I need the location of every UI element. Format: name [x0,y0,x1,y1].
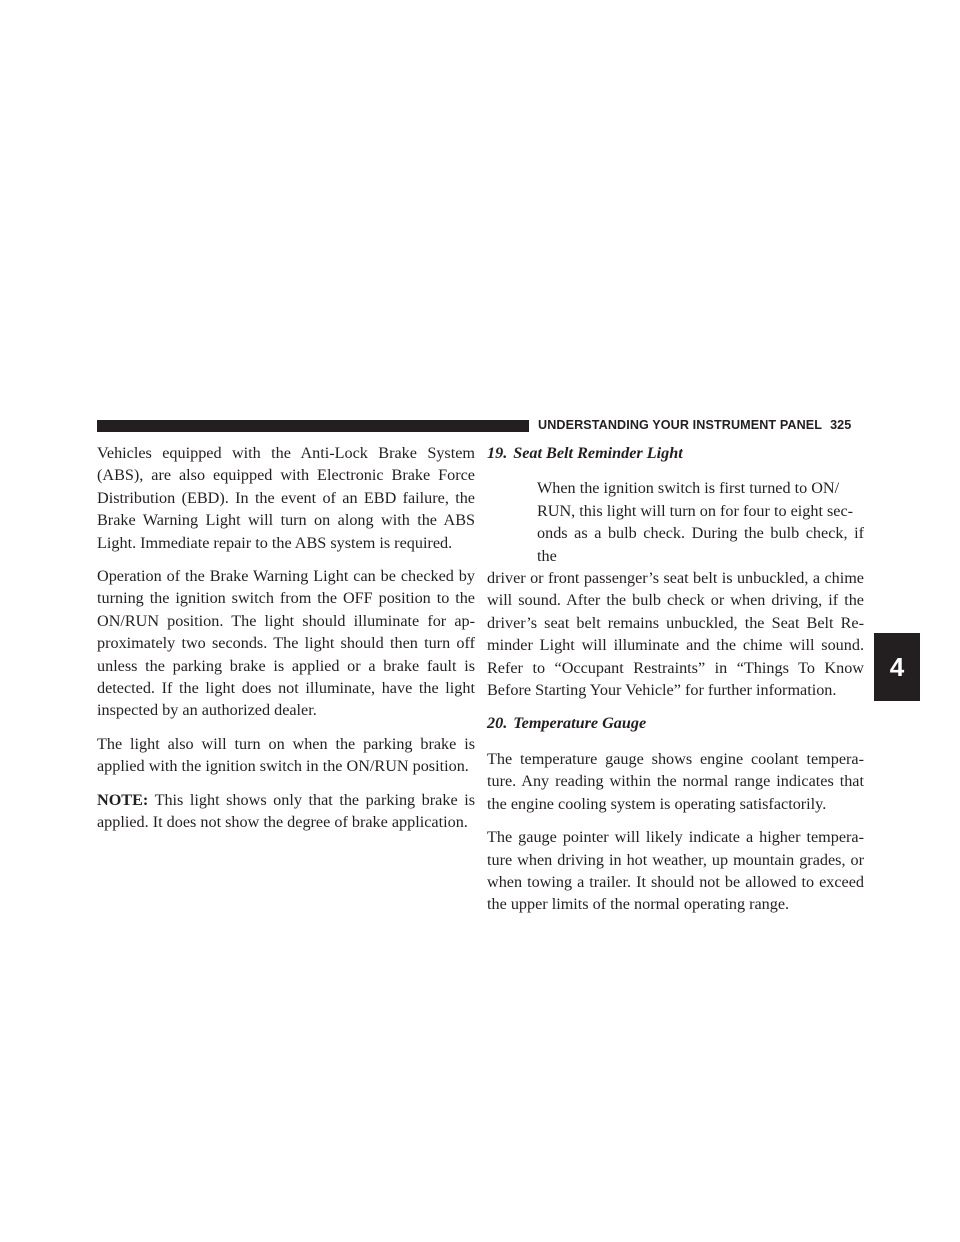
note-paragraph [97,789,475,834]
right-column [487,442,864,927]
header-rule [97,420,529,432]
paragraph-ebd: Vehicles equipped with the Anti-Lock Brake System (ABS), are also equipped with Electronic Brake Force Distribution (EBD). In the event of an EBD failure, the Brake Warning Light will turn on along with the ABS Light. Immediate repair to the ABS system is required. [97,444,475,552]
paragraph-brake-check: Operation of the Brake Warning Light can be checked by turning the ignition switch from the OFF position to the ON/RUN position. The light should illuminate for approximately two seconds. The light should then turn off unless the parking brake is applied or a brake fault is detected. If the light does not illuminate, have the light inspected by an authorized dealer. [97,567,475,720]
section-number: 20. [487,714,508,733]
running-header [538,418,851,432]
paragraph-seat-belt-rest: driver or front passenger’s seat belt is unbuckled, a chime will sound. After the bulb check or when driving, if the driver’s seat belt remains unbuckled, the Seat Belt Reminder Light will illuminate and the chime will sound. Refer to “Occupant Restraints” in “Things To Know Before Starting Your Vehicle” for further information. [487,569,864,700]
paragraph-seat-belt [487,477,864,701]
note-text: This light shows only that the parking brake is applied. It does not show the degree of brake application. [97,790,475,832]
section-number: 19. [487,444,508,462]
note-label: NOTE: [97,790,149,809]
section-heading-19 [487,442,864,464]
section-title: Seat Belt Reminder Light [513,444,683,462]
indented-line: When the ignition switch is first turned to ON/ [537,479,840,498]
indented-line: RUN, this light will turn on for four to eight sec- [537,501,854,520]
paragraph-temperature-1: The temperature gauge shows engine coolant temperature. Any reading within the normal range indicates that the engine cooling system is operating satisfactorily. [487,749,864,813]
paragraph-temperature-2: The gauge pointer will likely indicate a higher temperature when driving in hot weather, up mountain grades, or when towing a trailer. It should not be allowed to exceed the upper limits of the normal operating range. [487,828,864,914]
section-title: Temperature Gauge [513,714,647,733]
section-heading-20 [487,712,864,734]
left-column [97,442,475,845]
page-number: 325 [830,418,852,432]
paragraph-parking-brake: The light also will turn on when the parking brake is applied with the ignition switch in the ON/RUN position. [97,734,475,776]
header-title: UNDERSTANDING YOUR INSTRUMENT PANEL [538,418,823,432]
chapter-tab: 4 [874,633,920,701]
indented-line: onds as a bulb check. During the bulb check, if the [537,524,864,565]
